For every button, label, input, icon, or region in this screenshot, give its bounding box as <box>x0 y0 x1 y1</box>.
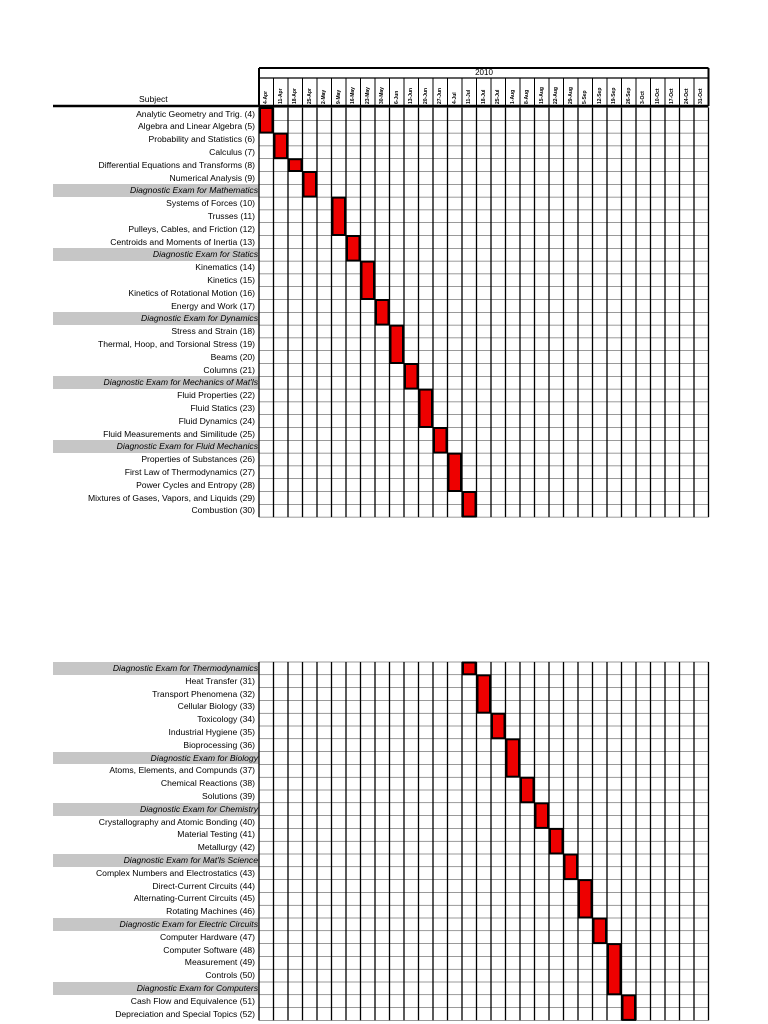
subject-row-label: Kinetics of Rotational Motion (16) <box>128 287 255 298</box>
week-header: 23-May <box>364 87 371 104</box>
schedule-bar <box>579 880 592 917</box>
subject-row-label: Rotating Machines (46) <box>166 906 255 917</box>
subject-row-label: Crystallography and Atomic Bonding (40) <box>98 816 255 827</box>
week-header: 1-Aug <box>509 89 516 104</box>
week-header: 4-Jul <box>451 92 458 104</box>
subject-row-label: First Law of Thermodynamics (27) <box>124 466 255 477</box>
schedule-bar <box>449 454 462 491</box>
subject-row-label: Differential Equations and Transforms (8) <box>98 159 255 170</box>
schedule-bar <box>391 326 404 363</box>
subject-row-label: Fluid Statics (23) <box>190 402 255 413</box>
week-header: 3-Oct <box>640 91 646 104</box>
schedule-bar <box>550 829 563 854</box>
subject-row-label: Depreciation and Special Topics (52) <box>115 1008 255 1019</box>
diagnostic-exam-row: Diagnostic Exam for Biology <box>53 752 259 765</box>
subject-row-label: Probability and Statistics (6) <box>148 134 255 145</box>
diagnostic-exam-row: Diagnostic Exam for Mathematics <box>53 184 259 197</box>
subject-row-label: Calculus (7) <box>209 146 255 157</box>
week-header: 11-Jul <box>466 89 472 104</box>
subject-row-label: Heat Transfer (31) <box>185 675 255 686</box>
schedule-bar <box>521 778 534 803</box>
week-header: 13-Jun <box>408 87 414 104</box>
subject-row-label: Computer Hardware (47) <box>159 931 255 942</box>
schedule-bar <box>405 364 418 389</box>
schedule-bar <box>536 803 549 828</box>
subject-row-label: Systems of Forces (10) <box>166 198 255 209</box>
subject-row-label: Kinematics (14) <box>195 262 255 273</box>
subject-row-label: Power Cycles and Entropy (28) <box>136 479 255 490</box>
week-header: 6-Jun <box>393 90 400 104</box>
subject-row-label: Cash Flow and Equivalence (51) <box>130 995 255 1006</box>
diagnostic-exam-row: Diagnostic Exam for Fluid Mechanics <box>53 440 259 453</box>
year-header: 2010 <box>475 68 493 77</box>
schedule-bar <box>275 134 288 159</box>
subject-row-label: Controls (50) <box>205 970 255 981</box>
diagnostic-exam-row: Diagnostic Exam for Mechanics of Mat'ls <box>53 376 259 389</box>
schedule-bar <box>333 198 346 235</box>
subject-row-label: Columns (21) <box>203 364 255 375</box>
subject-row-label: Fluid Dynamics (24) <box>178 415 255 426</box>
subject-row-label: Direct-Current Circuits (44) <box>152 880 255 891</box>
subject-row-label: Complex Numbers and Electrostatics (43) <box>95 867 255 878</box>
week-header: 22-Aug <box>553 87 559 104</box>
subject-row-label: Numerical Analysis (9) <box>169 172 255 183</box>
diagnostic-exam-row: Diagnostic Exam for Computers <box>53 982 259 995</box>
week-header: 16-May <box>350 87 356 104</box>
subject-row-label: Chemical Reactions (38) <box>160 778 255 789</box>
diagnostic-exam-row: Diagnostic Exam for Electric Circuits <box>53 918 259 931</box>
schedule-bar <box>347 236 360 261</box>
subject-row-label: Cellular Biology (33) <box>177 701 255 712</box>
week-header: 17-Oct <box>669 88 675 104</box>
week-header: 8-Aug <box>524 89 530 104</box>
week-header: 15-Aug <box>538 87 545 104</box>
subject-row-label: Atoms, Elements, and Compunds (37) <box>109 765 255 776</box>
subject-row-label: Industrial Hygiene (35) <box>168 727 255 737</box>
week-header: 18-Jul <box>480 89 487 104</box>
subject-row-label: Alternating-Current Circuits (45) <box>133 893 255 904</box>
schedule-bar <box>362 262 375 299</box>
schedule-bar <box>608 944 621 994</box>
week-header: 30-May <box>379 87 385 104</box>
week-header: 27-Jun <box>437 87 443 104</box>
subject-row-label: Trusses (11) <box>207 210 255 221</box>
schedule-bar <box>507 739 520 776</box>
week-header: 9-May <box>335 89 342 104</box>
schedule-bar <box>304 172 317 197</box>
schedule-bar <box>565 855 578 880</box>
schedule-bar <box>434 428 447 453</box>
subject-row-label: Fluid Properties (22) <box>177 390 255 401</box>
subject-row-label: Toxicology (34) <box>197 714 255 725</box>
schedule-bar <box>289 159 302 171</box>
week-header: 10-Oct <box>654 88 661 104</box>
week-header: 25-Apr <box>306 88 313 104</box>
schedule-bar <box>463 663 476 675</box>
diagnostic-exam-row: Diagnostic Exam for Thermodynamics <box>53 662 259 675</box>
week-header: 2-May <box>321 89 327 104</box>
subject-row-label: Energy and Work (17) <box>171 300 255 311</box>
subject-row-label: Algebra and Linear Algebra (5) <box>137 121 255 132</box>
diagnostic-exam-row: Diagnostic Exam for Chemistry <box>53 803 259 816</box>
schedule-bar <box>260 108 273 133</box>
subject-row-label: Mixtures of Gases, Vapors, and Liquids (29) <box>87 492 255 503</box>
week-header: 12-Sep <box>596 87 603 104</box>
subject-row-label: Thermal, Hoop, and Torsional Stress (19) <box>98 338 255 349</box>
subject-row-label: Centroids and Moments of Inertia (13) <box>110 236 255 247</box>
schedule-bar <box>376 300 389 325</box>
subject-row-label: Fluid Measurements and Similitude (25) <box>103 428 255 439</box>
schedule-bar <box>623 995 636 1020</box>
diagnostic-exam-row: Diagnostic Exam for Dynamics <box>53 312 259 325</box>
week-header: 29-Aug <box>567 87 574 104</box>
week-header: 31-Oct <box>698 88 704 104</box>
week-header: 25-Jul <box>495 89 501 104</box>
week-header: 18-Apr <box>292 88 298 104</box>
subject-row-label: Properties of Substances (26) <box>141 454 255 465</box>
subject-row-label: Solutions (39) <box>201 791 255 801</box>
subject-column-header: Subject <box>139 94 168 104</box>
subject-row-label: Beams (20) <box>210 351 255 362</box>
week-header: 20-Jun <box>422 87 429 104</box>
schedule-bar <box>463 492 476 517</box>
subject-row-label: Metallurgy (42) <box>197 842 255 853</box>
subject-row-label: Material Testing (41) <box>177 829 255 840</box>
week-header: 26-Sep <box>625 87 632 104</box>
week-header: 19-Sep <box>611 87 617 104</box>
diagnostic-exam-row: Diagnostic Exam for Statics <box>53 248 259 261</box>
week-header: 11-Apr <box>277 88 284 104</box>
subject-row-label: Bioprocessing (36) <box>183 739 255 750</box>
subject-row-label: Measurement (49) <box>184 957 255 968</box>
subject-row-label: Computer Software (48) <box>163 944 255 955</box>
week-header: 24-Oct <box>683 88 690 104</box>
subject-row-label: Combustion (30) <box>191 505 255 516</box>
subject-row-label: Analytic Geometry and Trig. (4) <box>136 108 255 119</box>
week-header: 5-Sep <box>582 90 588 104</box>
subject-row-label: Stress and Strain (18) <box>171 326 255 337</box>
subject-row-label: Transport Phenomena (32) <box>152 688 255 699</box>
schedule-bar <box>492 714 505 739</box>
schedule-bar <box>420 390 433 427</box>
subject-row-label: Pulleys, Cables, and Friction (12) <box>128 223 255 234</box>
diagnostic-exam-row: Diagnostic Exam for Mat'ls Science <box>53 854 259 867</box>
schedule-bar <box>478 675 491 712</box>
schedule-bar <box>594 919 607 944</box>
subject-row-label: Kinetics (15) <box>207 274 255 285</box>
week-header: 4-Apr <box>263 90 269 104</box>
